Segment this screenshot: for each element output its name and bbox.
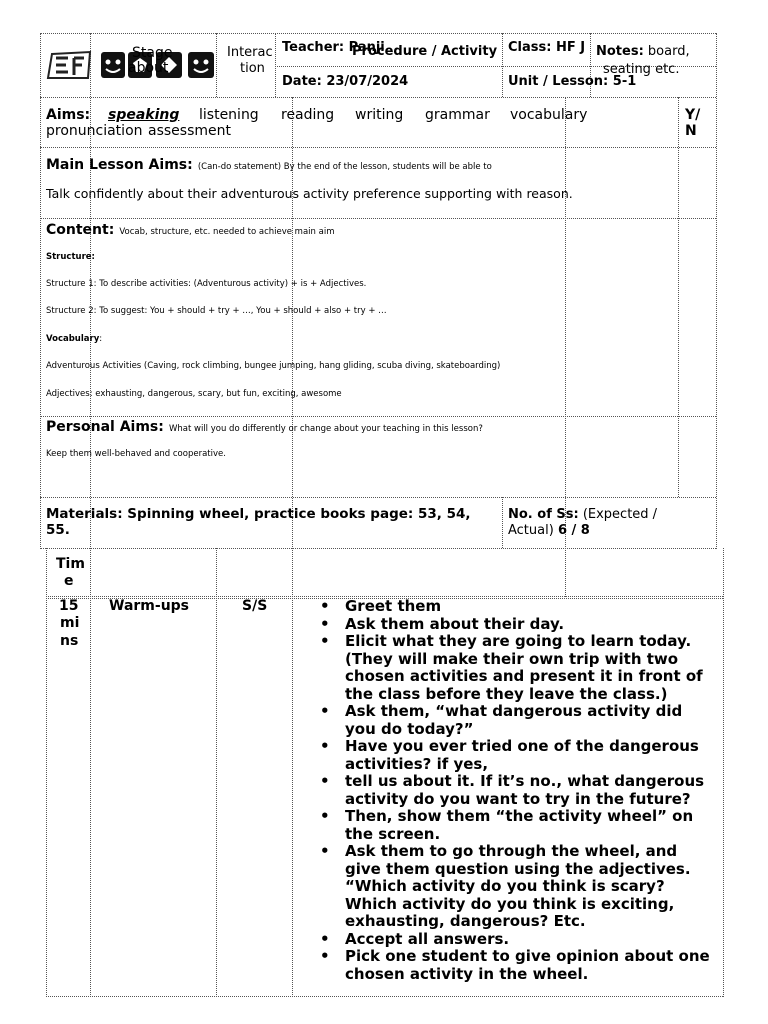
emoji-face-icon bbox=[101, 52, 125, 78]
materials-text-1: Materials: Spinning wheel, practice books page: 53, 54, bbox=[46, 506, 471, 522]
materials-text-2: 55. bbox=[46, 522, 70, 538]
aim-listening: listening bbox=[199, 107, 259, 123]
vocabulary-2: Adjectives: exhausting, dangerous, scary, but fun, exciting, awesome bbox=[46, 389, 342, 399]
content-label: Content: bbox=[46, 222, 115, 238]
list-item: • Have you ever tried one of the dangerous activities? if yes, bbox=[320, 738, 712, 773]
smiley-icon bbox=[188, 52, 214, 78]
vocabulary-1: Adventurous Activities (Caving, rock climbing, bungee jumping, hang gliding, scuba diving, skateboarding) bbox=[46, 361, 501, 371]
personal-aims-hint: What will you do differently or change about your teaching in this lesson? bbox=[168, 424, 483, 434]
stage-header-label: Stage bbox=[132, 45, 173, 61]
aim-grammar: grammar bbox=[425, 107, 490, 123]
list-item: • Ask them, “what dangerous activity did you do today?” bbox=[320, 703, 712, 738]
vocabulary-label: Vocabulary bbox=[46, 334, 100, 344]
interaction-header-2: tion bbox=[240, 61, 265, 76]
aim-writing: writing bbox=[355, 107, 404, 123]
list-item: • Pick one student to give opinion about one chosen activity in the wheel. bbox=[320, 948, 712, 983]
ef-logo-icon bbox=[48, 52, 90, 78]
content-hint: Vocab, structure, etc. needed to achieve main aim bbox=[119, 227, 335, 237]
yn-header-1: Y/ bbox=[685, 107, 701, 123]
date-field: Date: 23/07/2024 bbox=[282, 74, 409, 89]
procedure-header: Procedure / Activity bbox=[352, 44, 498, 59]
main-aims-hint: (Can-do statement) By the end of the lesson, students will be able to bbox=[197, 162, 492, 172]
personal-aims-label: Personal Aims: bbox=[46, 419, 164, 435]
yn-header-2: N bbox=[685, 123, 697, 139]
stage-name: Warm-ups bbox=[109, 598, 190, 614]
list-item: • tell us about it. If it’s no., what dangerous activity do you want to try in the future? bbox=[320, 773, 712, 808]
list-item: • Ask them to go through the wheel, and give them question using the adjectives. “Which activity do you think is scary? Which activity do you think is exciting, exhausting, dangerous? Etc. bbox=[320, 843, 712, 931]
notes-value-2: seating etc. bbox=[603, 62, 680, 77]
notes-label: Notes: bbox=[596, 44, 644, 59]
procedure-list bbox=[320, 598, 712, 983]
main-aims-text: Talk confidently about their adventurous activity preference supporting with reason. bbox=[46, 186, 573, 201]
time-header-2: e bbox=[64, 573, 74, 589]
list-item: • Ask them about their day. bbox=[320, 616, 712, 634]
list-item: • Elicit what they are going to learn today. (They will make their own trip with two chosen activities and present it in front of the class before they leave the class.) bbox=[320, 633, 712, 703]
content-heading bbox=[46, 221, 334, 237]
interaction-header-1: Interac bbox=[227, 45, 273, 60]
structure-1: Structure 1: To describe activities: (Adventurous activity) + is + Adjectives. bbox=[46, 279, 367, 289]
students-count-value: 6 / 8 bbox=[557, 523, 590, 538]
aims-label: Aims: bbox=[46, 107, 91, 123]
stage-header-sub: about bbox=[128, 60, 169, 76]
notes-value: board, bbox=[647, 44, 690, 59]
list-item: • Accept all answers. bbox=[320, 931, 712, 949]
students-count-hint: (Expected / bbox=[582, 507, 658, 522]
students-count-hint-2: Actual) bbox=[508, 523, 554, 538]
time-value-2: mi bbox=[60, 615, 80, 631]
vocabulary-colon: : bbox=[99, 334, 103, 344]
notes-field bbox=[596, 45, 690, 58]
main-aims-heading bbox=[46, 156, 492, 172]
personal-aims-heading bbox=[46, 418, 483, 434]
students-count-label: No. of Ss: bbox=[508, 507, 579, 522]
class-field: Class: HF J bbox=[508, 40, 586, 55]
aim-vocabulary: vocabulary bbox=[510, 107, 588, 123]
logo-text: EF bbox=[46, 48, 48, 49]
list-item: • Then, show them “the activity wheel” on the screen. bbox=[320, 808, 712, 843]
time-header-1: Tim bbox=[56, 556, 85, 572]
main-aims-label: Main Lesson Aims: bbox=[46, 157, 193, 173]
time-value-1: 15 bbox=[59, 598, 79, 614]
aim-pronunciation: pronunciation bbox=[46, 123, 143, 139]
time-value-3: ns bbox=[60, 633, 79, 649]
aim-speaking: speaking bbox=[108, 107, 180, 123]
aim-reading: reading bbox=[281, 107, 335, 123]
interaction-type: S/S bbox=[242, 598, 268, 614]
structure-label: Structure: bbox=[46, 252, 95, 262]
unit-field: Unit / Lesson: 5-1 bbox=[508, 74, 637, 89]
students-count-line-1 bbox=[508, 508, 657, 521]
teacher-field: Teacher: Panji bbox=[282, 40, 385, 55]
vocabulary-heading bbox=[46, 335, 102, 344]
aim-assessment: assessment bbox=[148, 123, 231, 139]
list-item: • Greet them bbox=[320, 598, 712, 616]
students-count-line-2 bbox=[508, 524, 590, 537]
personal-aims-text: Keep them well-behaved and cooperative. bbox=[46, 449, 226, 459]
structure-2: Structure 2: To suggest: You + should + try + …, You + should + also + try + … bbox=[46, 306, 387, 316]
